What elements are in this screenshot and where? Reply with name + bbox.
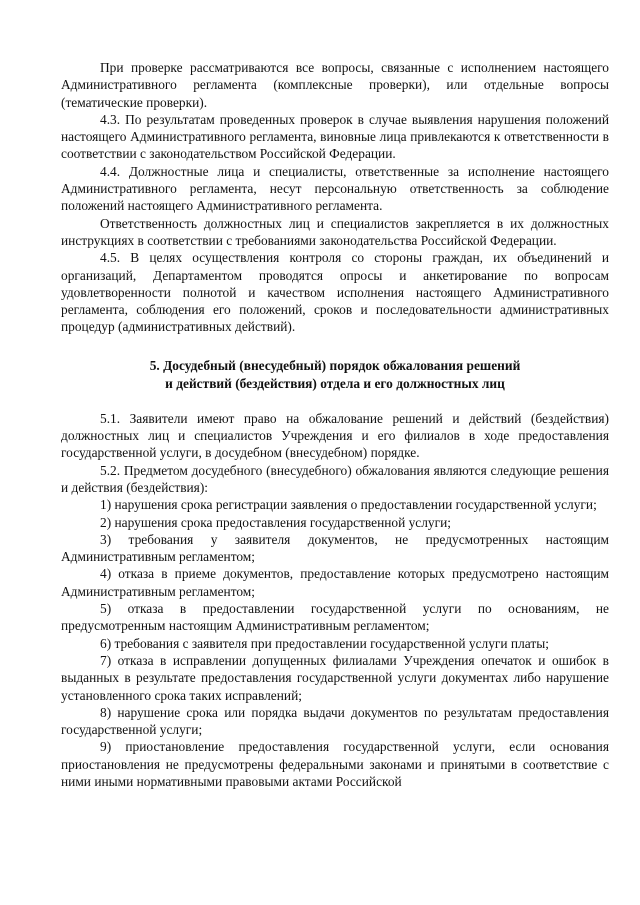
paragraph: 4.3. По результатам проведенных проверок в случае выявления нарушения положений настоящего Административного регламента, виновные лица привлекаются к ответственности в соответствии с законодательством Российской Федерации. <box>61 111 609 162</box>
list-item: 3) требования у заявителя документов, не предусмотренных настоящим Административным регламентом; <box>61 531 609 565</box>
paragraph: 5.1. Заявители имеют право на обжалование решений и действий (бездействия) должностных лиц и специалистов Учреждения и его филиалов в ходе предоставления государственной услуги, в досудебном (внесудебном) порядке. <box>61 410 609 461</box>
paragraph: 5.2. Предметом досудебного (внесудебного) обжалования являются следующие решения и действия (бездействия): <box>61 462 609 495</box>
list-item: 2) нарушения срока предоставления государственной услуги; <box>100 514 452 530</box>
section-heading-line-1: 5. Досудебный (внесудебный) порядок обжалования решений <box>149 357 521 373</box>
list-item: 8) нарушение срока или порядка выдачи документов по результатам предоставления государственной услуги; <box>61 704 609 738</box>
list-item: 9) приостановление предоставления государственной услуги, если основания приостановления не предусмотрены федеральными законами и принятыми в соответствие с ними иными нормативными правовыми актами Российской <box>61 739 609 789</box>
list-item: 4) отказа в приеме документов, предоставление которых предусмотрено настоящим Административным регламентом; <box>61 566 609 599</box>
paragraph: При проверке рассматриваются все вопросы, связанные с исполнением настоящего Административного регламента (комплексные проверки), или отдельные вопросы (тематические проверки). <box>61 60 609 110</box>
list-item: 1) нарушения срока регистрации заявления о предоставлении государственной услуги; <box>100 497 597 513</box>
paragraph: Ответственность должностных лиц и специалистов закрепляется в их должностных инструкциях в соответствии с требованиями законодательства Российской Федерации. <box>61 215 609 248</box>
list-item: 5) отказа в предоставлении государственной услуги по основаниям, не предусмотренным настоящим Административным регламентом; <box>61 601 609 634</box>
section-heading <box>61 357 609 393</box>
section-heading-line-2: и действий (бездействия) отдела и его должностных лиц <box>165 375 505 391</box>
document-body <box>61 59 609 790</box>
paragraph: 4.5. В целях осуществления контроля со стороны граждан, их объединений и организаций, Департаментом проводятся опросы и анкетирование по вопросам удовлетворенности полнотой и качеством исполнения настоящего Административного регламента, соблюдения его положений, сроков и последовательности административных процедур (административных действий). <box>61 250 609 335</box>
list-item: 7) отказа в исправлении допущенных филиалами Учреждения опечаток и ошибок в выданных в результате предоставления государственной услуги документах либо нарушение установленного срока таких исправлений; <box>61 652 609 703</box>
list-item: 6) требования с заявителя при предоставлении государственной услуги платы; <box>100 635 549 651</box>
paragraph: 4.4. Должностные лица и специалисты, ответственные за исполнение настоящего Административного регламента, несут персональную ответственность за соблюдение положений настоящего Административного регламента. <box>61 163 609 214</box>
